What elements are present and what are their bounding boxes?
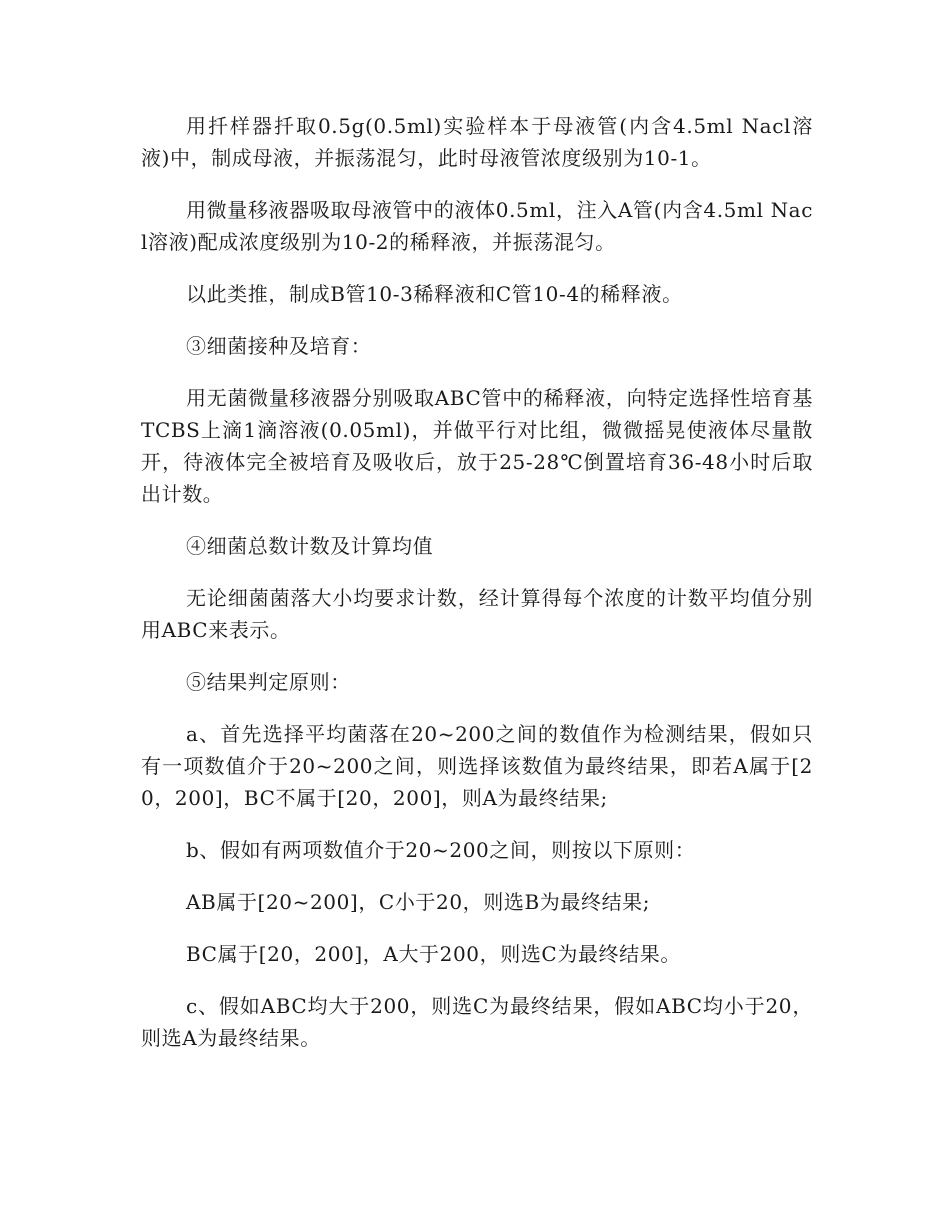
section-heading-judgement: ⑤结果判定原则：: [186, 670, 351, 694]
paragraph-dilution-bc: 以此类推，制成B管10-3稀释液和C管10-4的稀释液。: [186, 282, 683, 306]
paragraph-rule-b: b、假如有两项数值介于20~200之间，则按以下原则：: [186, 838, 696, 862]
document-body: [141, 110, 813, 1074]
paragraph-inoculation: 用无菌微量移液器分别吸取ABC管中的稀释液，向特定选择性培育基TCBS上滴1滴溶液(0.05ml)，并做平行对比组，微微摇晃使液体尽量散开，待液体完全被培育及吸收后，放于25-28℃倒置培育36-48小时后取出计数。: [141, 386, 813, 506]
paragraph-dilution-a: 用微量移液器吸取母液管中的液体0.5ml，注入A管(内含4.5ml Nacl溶液)配成浓度级别为10-2的稀释液，并振荡混匀。: [141, 198, 813, 254]
section-heading-inoculation: ③细菌接种及培育：: [186, 334, 372, 358]
paragraph-rule-a: a、首先选择平均菌落在20~200之间的数值作为检测结果，假如只有一项数值介于20~200之间，则选择该数值为最终结果，即若A属于[20，200]，BC不属于[20，200]，则A为最终结果;: [141, 722, 813, 810]
paragraph-rule-b2: BC属于[20，200]，A大于200，则选C为最终结果。: [186, 942, 681, 966]
paragraph-sampling: 用扦样器扦取0.5g(0.5ml)实验样本于母液管(内含4.5ml Nacl溶液)中，制成母液，并振荡混匀，此时母液管浓度级别为10-1。: [141, 114, 813, 170]
paragraph-rule-c: c、假如ABC均大于200，则选C为最终结果，假如ABC均小于20，则选A为最终结果。: [141, 994, 813, 1050]
section-heading-counting: ④细菌总数计数及计算均值: [186, 534, 434, 558]
paragraph-counting: 无论细菌菌落大小均要求计数，经计算得每个浓度的计数平均值分别用ABC来表示。: [141, 586, 813, 642]
paragraph-rule-b1: AB属于[20~200]，C小于20，则选B为最终结果;: [186, 890, 651, 914]
